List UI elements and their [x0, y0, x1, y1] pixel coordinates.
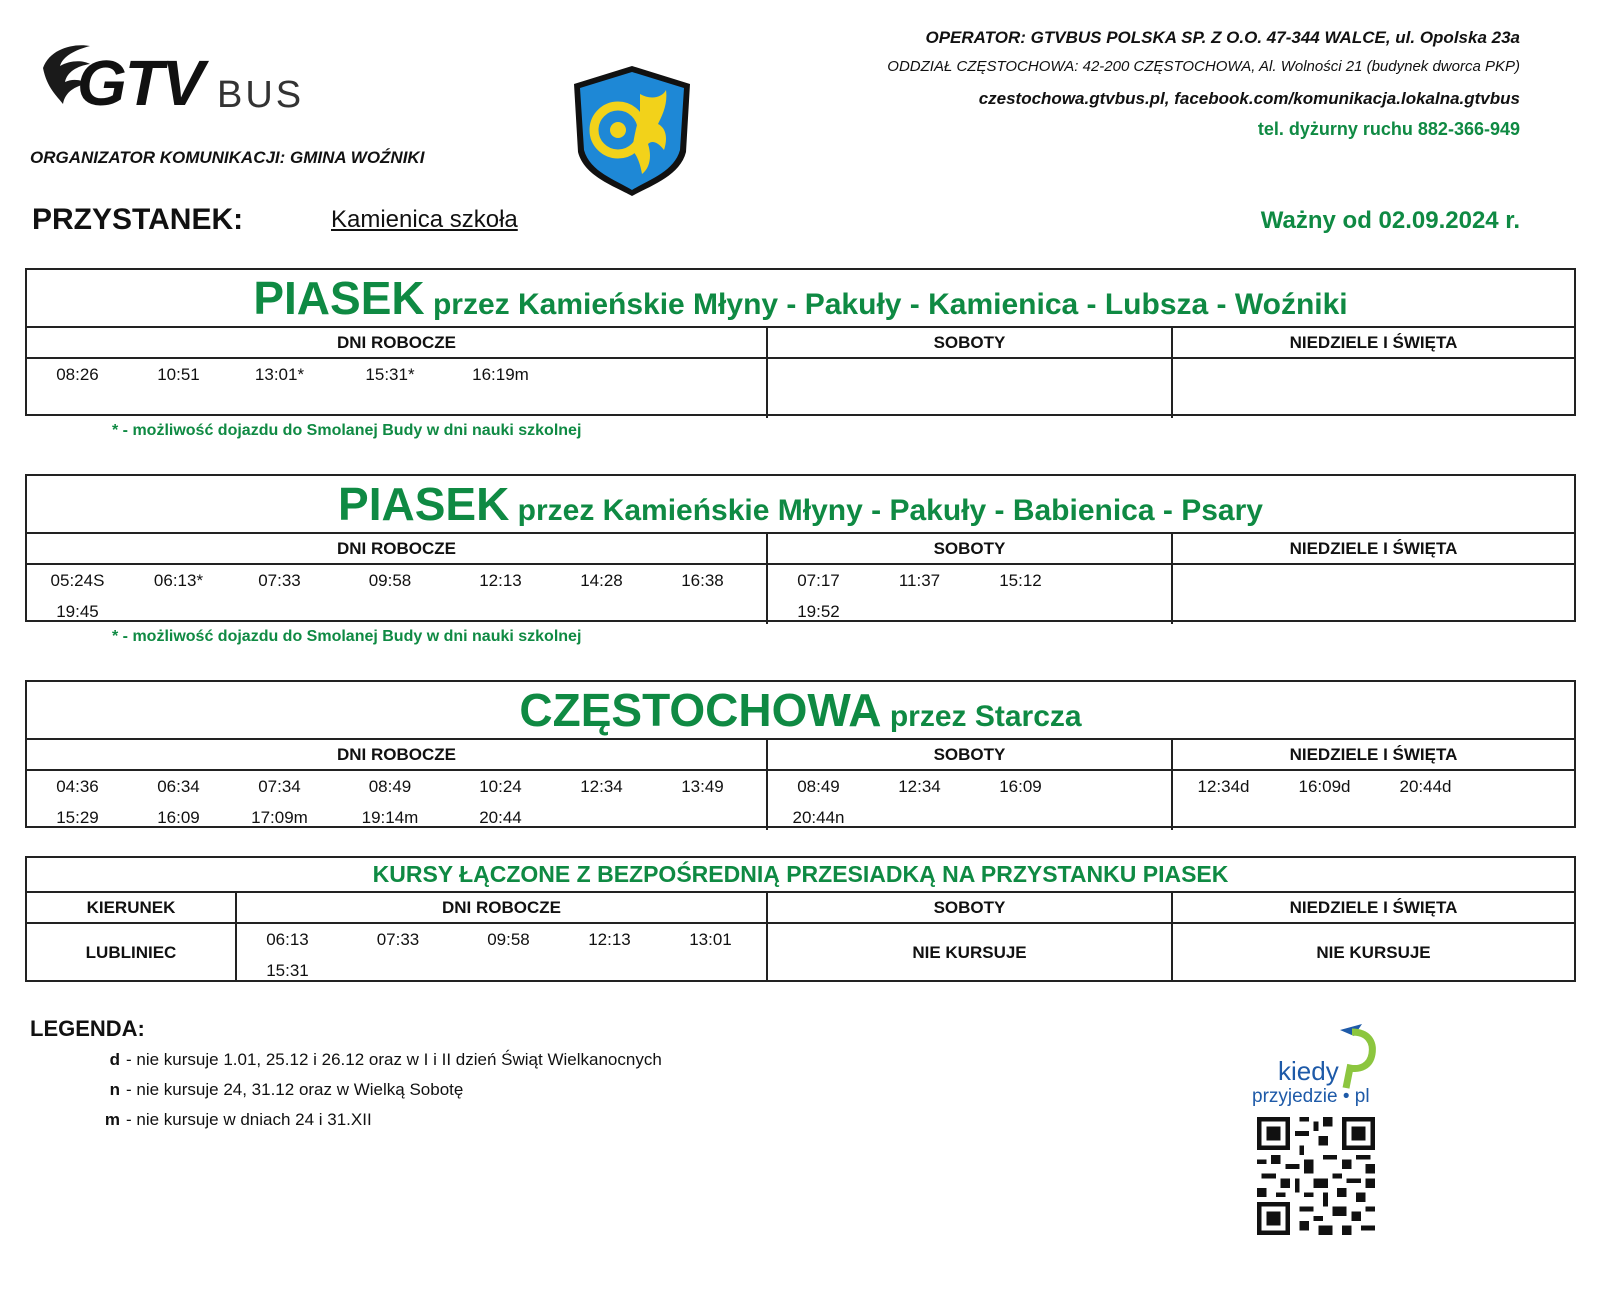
connections-table	[25, 856, 1576, 982]
departure-time: 07:17	[797, 571, 840, 590]
legend-item	[100, 1110, 662, 1140]
departure-time: 12:34d	[1197, 777, 1250, 796]
departure-time: 07:33	[376, 930, 420, 949]
operator-website[interactable]: czestochowa.gtvbus.pl, facebook.com/komunikacja.lokalna.gtvbus	[978, 89, 1520, 108]
legend-text: - nie kursuje w dniach 24 i 31.XII	[126, 1110, 372, 1129]
kiedy-word: kiedy	[1278, 1056, 1339, 1086]
departure-time: 08:49	[797, 777, 840, 796]
departure-time: 20:44n	[792, 808, 845, 827]
connection-sundays: NIE KURSUJE	[1316, 943, 1431, 962]
departure-time: 14:28	[580, 571, 623, 590]
departure-time: 13:49	[681, 777, 724, 796]
pl-text: pl	[1354, 1086, 1370, 1107]
connections-title: KURSY ŁĄCZONE Z BEZPOŚREDNIĄ PRZESIADKĄ NA PRZYSTANKU PIASEK	[27, 858, 1574, 893]
route-via: przez Kamieńskie Młyny - Pakuły - Kamienica - Lubsza - Woźniki	[424, 288, 1348, 321]
departure-time: 11:37	[898, 571, 941, 590]
connection-saturdays: NIE KURSUJE	[768, 924, 1173, 982]
departure-time: 16:09d	[1298, 777, 1351, 796]
departure-time: 06:34	[157, 777, 200, 796]
departure-time: 06:13*	[153, 571, 204, 590]
route-via: przez Starcza	[881, 700, 1082, 733]
departure-time: 13:01	[689, 930, 732, 949]
sunday-departures	[1173, 565, 1574, 624]
col-sundays: NIEDZIELE I ŚWIĘTA	[1289, 333, 1458, 352]
legend-text: - nie kursuje 24, 31.12 oraz w Wielką Sobotę	[126, 1080, 464, 1099]
col-sundays: NIEDZIELE I ŚWIĘTA	[1289, 539, 1458, 558]
route-czestochowa	[25, 680, 1576, 828]
departure-time: 10:51	[157, 365, 200, 384]
departure-time: 09:58	[487, 930, 530, 949]
saturday-departures	[768, 359, 1173, 418]
col-sundays: NIEDZIELE I ŚWIĘTA	[1289, 745, 1458, 764]
col-saturdays: SOBOTY	[768, 740, 1173, 769]
departure-time: 05:24S	[50, 571, 105, 590]
col-workdays: DNI ROBOCZE	[27, 328, 768, 357]
departure-time: 17:09m	[251, 808, 308, 827]
departure-time: 15:29	[56, 808, 99, 827]
col-saturdays: SOBOTY	[768, 328, 1173, 357]
connection-workday-departures	[237, 924, 768, 982]
legend-item	[100, 1050, 662, 1080]
departure-time: 08:49	[368, 777, 412, 796]
day-type-header	[27, 328, 1574, 359]
route-destination: PIASEK	[253, 272, 425, 324]
sunday-departures	[1173, 359, 1574, 418]
departure-time: 07:33	[258, 571, 301, 590]
sunday-departures	[1173, 771, 1574, 830]
departure-time: 08:26	[56, 365, 99, 384]
route-piasek-psary	[25, 474, 1576, 622]
connections-header	[27, 893, 1574, 924]
route-title	[27, 476, 1574, 534]
departure-time: 19:45	[56, 602, 99, 621]
route-via: przez Kamieńskie Młyny - Pakuły - Babienica - Psary	[509, 494, 1263, 527]
departure-time: 10:24	[479, 777, 522, 796]
legend-key: n	[109, 1080, 120, 1099]
p-bus-icon	[1334, 1022, 1378, 1092]
departure-time: 19:52	[797, 602, 840, 621]
departure-time: 09:58	[368, 571, 412, 590]
day-type-header	[27, 740, 1574, 771]
departure-time: 13:01*	[254, 365, 305, 384]
przyjedzie-word: przyjedzie • pl	[1252, 1086, 1370, 1107]
workday-departures	[27, 565, 768, 624]
departure-time: 16:09	[157, 808, 200, 827]
departure-time: 12:34	[898, 777, 941, 796]
gtvbus-logo	[35, 38, 315, 118]
saturday-departures	[768, 565, 1173, 624]
route-piasek-lubsza	[25, 268, 1576, 416]
legend-key: d	[109, 1050, 120, 1069]
przyjedzie-text: przyjedzie	[1252, 1086, 1338, 1107]
col-direction: KIERUNEK	[27, 893, 237, 922]
logo-brand: GTV	[77, 47, 203, 119]
legend-title: LEGENDA:	[30, 1016, 145, 1041]
col-saturdays: SOBOTY	[768, 893, 1173, 922]
dispatcher-phone: tel. dyżurny ruchu 882-366-949	[1257, 119, 1520, 139]
route-footnote: * - możliwość dojazdu do Smolanej Budy w dni nauki szkolnej	[112, 628, 582, 645]
departure-time: 06:13	[266, 930, 309, 949]
col-saturdays: SOBOTY	[768, 534, 1173, 563]
valid-from: Ważny od 02.09.2024 r.	[1260, 207, 1520, 234]
departure-time: 12:13	[479, 571, 522, 590]
operator-line-2: ODDZIAŁ CZĘSTOCHOWA: 42-200 CZĘSTOCHOWA, Al. Wolności 21 (budynek dworca PKP)	[887, 58, 1520, 75]
departure-time: 20:44	[479, 808, 522, 827]
col-workdays: DNI ROBOCZE	[237, 893, 768, 922]
stop-name: Kamienica szkoła	[331, 206, 518, 233]
departure-time: 16:19m	[472, 365, 529, 384]
direction-cell: LUBLINIEC	[27, 924, 237, 982]
qr-code-icon[interactable]	[1257, 1117, 1375, 1235]
legend-key: m	[104, 1110, 120, 1129]
departure-time: 12:34	[580, 777, 623, 796]
departure-time: 19:14m	[361, 808, 419, 827]
operator-line-1: OPERATOR: GTVBUS POLSKA SP. Z O.O. 47-344 WALCE, ul. Opolska 23a	[925, 28, 1520, 47]
col-sundays: NIEDZIELE I ŚWIĘTA	[1289, 898, 1458, 917]
saturday-departures	[768, 771, 1173, 830]
col-workdays: DNI ROBOCZE	[27, 534, 768, 563]
route-destination: PIASEK	[338, 478, 510, 530]
departure-time: 15:31	[266, 961, 309, 980]
departure-time: 15:12	[999, 571, 1042, 590]
route-destination: CZĘSTOCHOWA	[519, 684, 882, 736]
day-type-header	[27, 534, 1574, 565]
stop-label: PRZYSTANEK:	[32, 203, 244, 236]
departure-time: 12:13	[588, 930, 631, 949]
logo-brand-suffix: BUS	[217, 74, 305, 116]
departure-time: 20:44d	[1399, 777, 1452, 796]
workday-departures	[27, 359, 768, 418]
legend-item	[100, 1080, 662, 1110]
workday-departures	[27, 771, 768, 830]
kiedyprzyjedzie-logo[interactable]	[1250, 1022, 1390, 1112]
departure-time: 07:34	[258, 777, 301, 796]
route-footnote: * - możliwość dojazdu do Smolanej Budy w dni nauki szkolnej	[112, 422, 582, 439]
organizer-text: ORGANIZATOR KOMUNIKACJI: GMINA WOŹNIKI	[30, 148, 425, 167]
departure-time: 04:36	[56, 777, 99, 796]
departure-time: 15:31*	[365, 365, 415, 384]
legend-list	[100, 1050, 662, 1140]
route-title	[27, 270, 1574, 328]
col-workdays: DNI ROBOCZE	[27, 740, 768, 769]
coat-of-arms-icon	[570, 64, 694, 198]
departure-time: 16:38	[681, 571, 724, 590]
departure-time: 16:09	[999, 777, 1042, 796]
route-title	[27, 682, 1574, 740]
legend-text: - nie kursuje 1.01, 25.12 i 26.12 oraz w I i II dzień Świąt Wielkanocnych	[126, 1050, 662, 1069]
